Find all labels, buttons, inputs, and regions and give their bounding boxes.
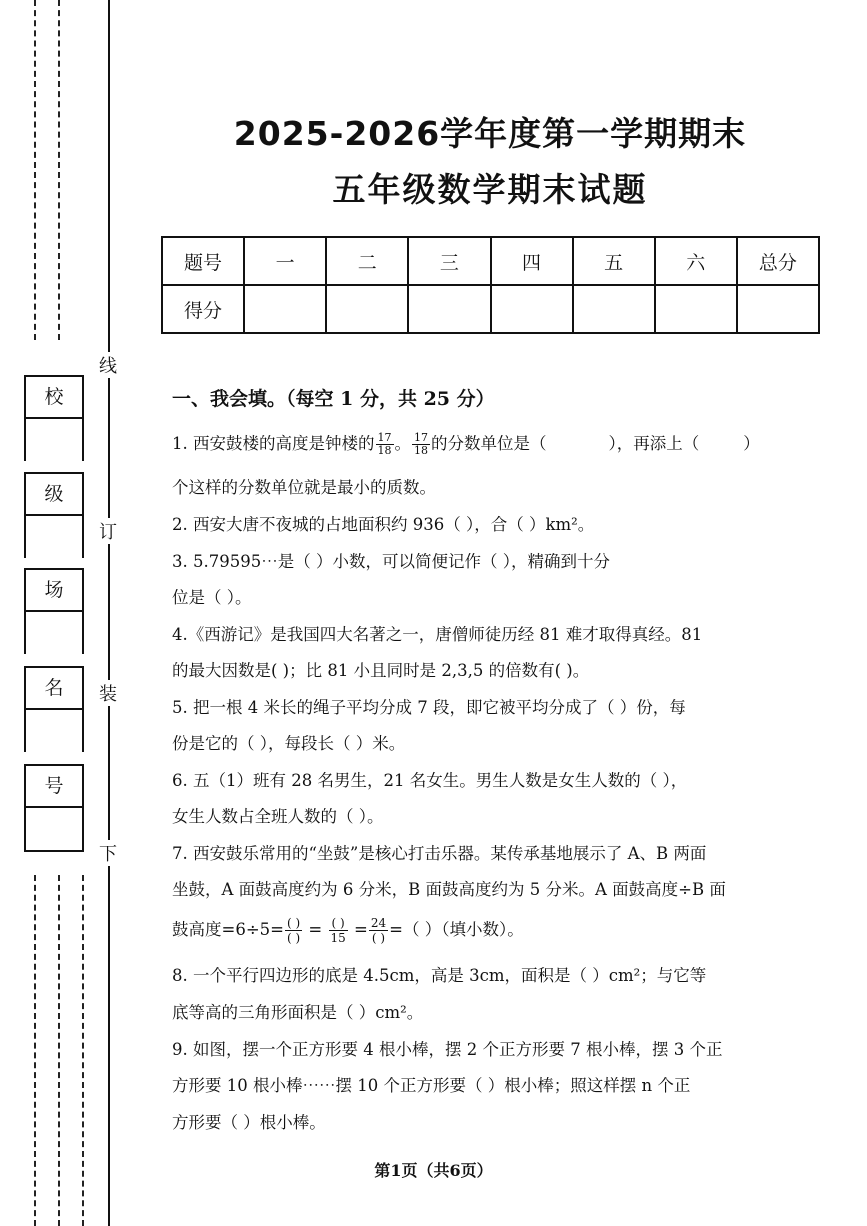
q1-text-mid: 。	[394, 434, 411, 453]
score-table	[161, 236, 820, 334]
q7-text-pre: 鼓高度=6÷5=	[172, 920, 284, 939]
score-cell	[737, 285, 819, 333]
score-header-cell: 三	[408, 237, 490, 285]
binding-mark-ding: 订	[96, 518, 120, 544]
score-cell	[244, 285, 326, 333]
q7-fraction-1: $\frac{( )}{( )}$	[286, 916, 301, 945]
question-9-line-3: 方形要（ ）根小棒。	[172, 1113, 326, 1132]
question-9-line-1: 9. 如图，摆一个正方形要 4 根小棒，摆 2 个正方形要 7 根小棒，摆 3 个正	[172, 1040, 723, 1059]
q1-fraction-a: $\frac{17}{18}$	[377, 431, 392, 457]
q7-eq-2: =	[348, 920, 368, 939]
score-header-cell: 题号	[162, 237, 244, 285]
q7-fraction-3: $\frac{24}{( )}$	[370, 916, 387, 945]
binding-dash-line-1	[34, 0, 36, 340]
question-9-line-2: 方形要 10 根小棒⋯⋯摆 10 个正方形要（ ）根小棒；照这样摆 n 个正	[172, 1076, 691, 1095]
score-header-cell: 二	[326, 237, 408, 285]
question-5-line-2: 份是它的（ ），每段长（ ）米。	[172, 734, 406, 753]
score-header-cell: 五	[573, 237, 655, 285]
q1-text-pre: 1. 西安鼓楼的高度是钟楼的	[172, 434, 375, 453]
exam-subtitle: 五年级数学期末试题	[332, 170, 648, 209]
q1-text-mid3: ），再添上（	[608, 434, 700, 453]
question-3-line-2: 位是（ ）。	[172, 588, 252, 607]
question-8-line-2: 底等高的三角形面积是（ ）cm²。	[172, 1003, 424, 1022]
score-header-cell: 六	[655, 237, 737, 285]
exam-title: 2025-2026学年度第一学期期末	[233, 114, 747, 153]
q7-fraction-2: $\frac{( )}{15}$	[330, 916, 346, 945]
field-name	[24, 666, 84, 752]
q1-text-mid2: 的分数单位是（	[431, 434, 547, 453]
score-table-header-row	[162, 237, 819, 285]
binding-solid-line	[108, 0, 110, 1226]
score-cell	[573, 285, 655, 333]
score-table-score-row	[162, 285, 819, 333]
page-footer: 第1页（共6页）	[374, 1161, 493, 1180]
section-1-heading: 一、我会填。（每空 1 分，共 25 分）	[172, 388, 495, 410]
field-school	[24, 375, 84, 461]
question-4-line-1: 4.《西游记》是我国四大名著之一，唐僧师徒历经 81 难才取得真经。81	[172, 625, 703, 644]
q7-eq-1: =	[303, 920, 328, 939]
question-8-line-1: 8. 一个平行四边形的底是 4.5cm，高是 3cm，面积是（ ）cm²；与它等	[172, 966, 707, 985]
question-7-line-3	[172, 912, 822, 948]
score-cell	[326, 285, 408, 333]
question-3-line-1: 3. 5.79595⋯是（ ）小数，可以简便记作（ ），精确到十分	[172, 552, 610, 571]
binding-dash-line-2	[58, 0, 60, 340]
field-room-label: 场	[26, 570, 82, 612]
question-4-line-2: 的最大因数是( )；比 81 小且同时是 2,3,5 的倍数有( )。	[172, 661, 590, 680]
score-cell	[408, 285, 490, 333]
binding-mark-xia: 下	[96, 840, 120, 866]
score-cell	[655, 285, 737, 333]
field-school-label: 校	[26, 377, 82, 419]
question-5-line-1: 5. 把一根 4 米长的绳子平均分成 7 段，即它被平均分成了（ ）份，每	[172, 698, 686, 717]
field-room	[24, 568, 84, 654]
score-header-cell: 四	[491, 237, 573, 285]
binding-mark-xian: 线	[96, 352, 120, 378]
question-1-line-2: 个这样的分数单位就是最小的质数。	[172, 478, 436, 497]
q1-text-end: ）	[743, 434, 760, 453]
question-7-line-2: 坐鼓，A 面鼓高度约为 6 分米，B 面鼓高度约为 5 分米。A 面鼓高度÷B 面	[172, 880, 726, 899]
question-1-line-1	[172, 426, 822, 462]
field-name-label: 名	[26, 668, 82, 710]
field-number	[24, 764, 84, 852]
score-row-label: 得分	[162, 285, 244, 333]
question-6-line-1: 6. 五（1）班有 28 名男生，21 名女生。男生人数是女生人数的（ ），	[172, 771, 688, 790]
question-6-line-2: 女生人数占全班人数的（ ）。	[172, 807, 384, 826]
score-header-cell: 总分	[737, 237, 819, 285]
score-cell	[491, 285, 573, 333]
binding-mark-zhuang: 装	[96, 680, 120, 706]
field-class	[24, 472, 84, 558]
field-class-label: 级	[26, 474, 82, 516]
question-2: 2. 西安大唐不夜城的占地面积约 936（ ），合（ ）km²。	[172, 515, 595, 534]
q1-fraction-b: $\frac{17}{18}$	[414, 431, 428, 457]
q7-text-end: =（ ）（填小数）。	[389, 920, 524, 939]
field-number-label: 号	[26, 766, 82, 808]
score-header-cell: 一	[244, 237, 326, 285]
question-7-line-1: 7. 西安鼓乐常用的“坐鼓”是核心打击乐器。某传承基地展示了 A、B 两面	[172, 844, 707, 863]
